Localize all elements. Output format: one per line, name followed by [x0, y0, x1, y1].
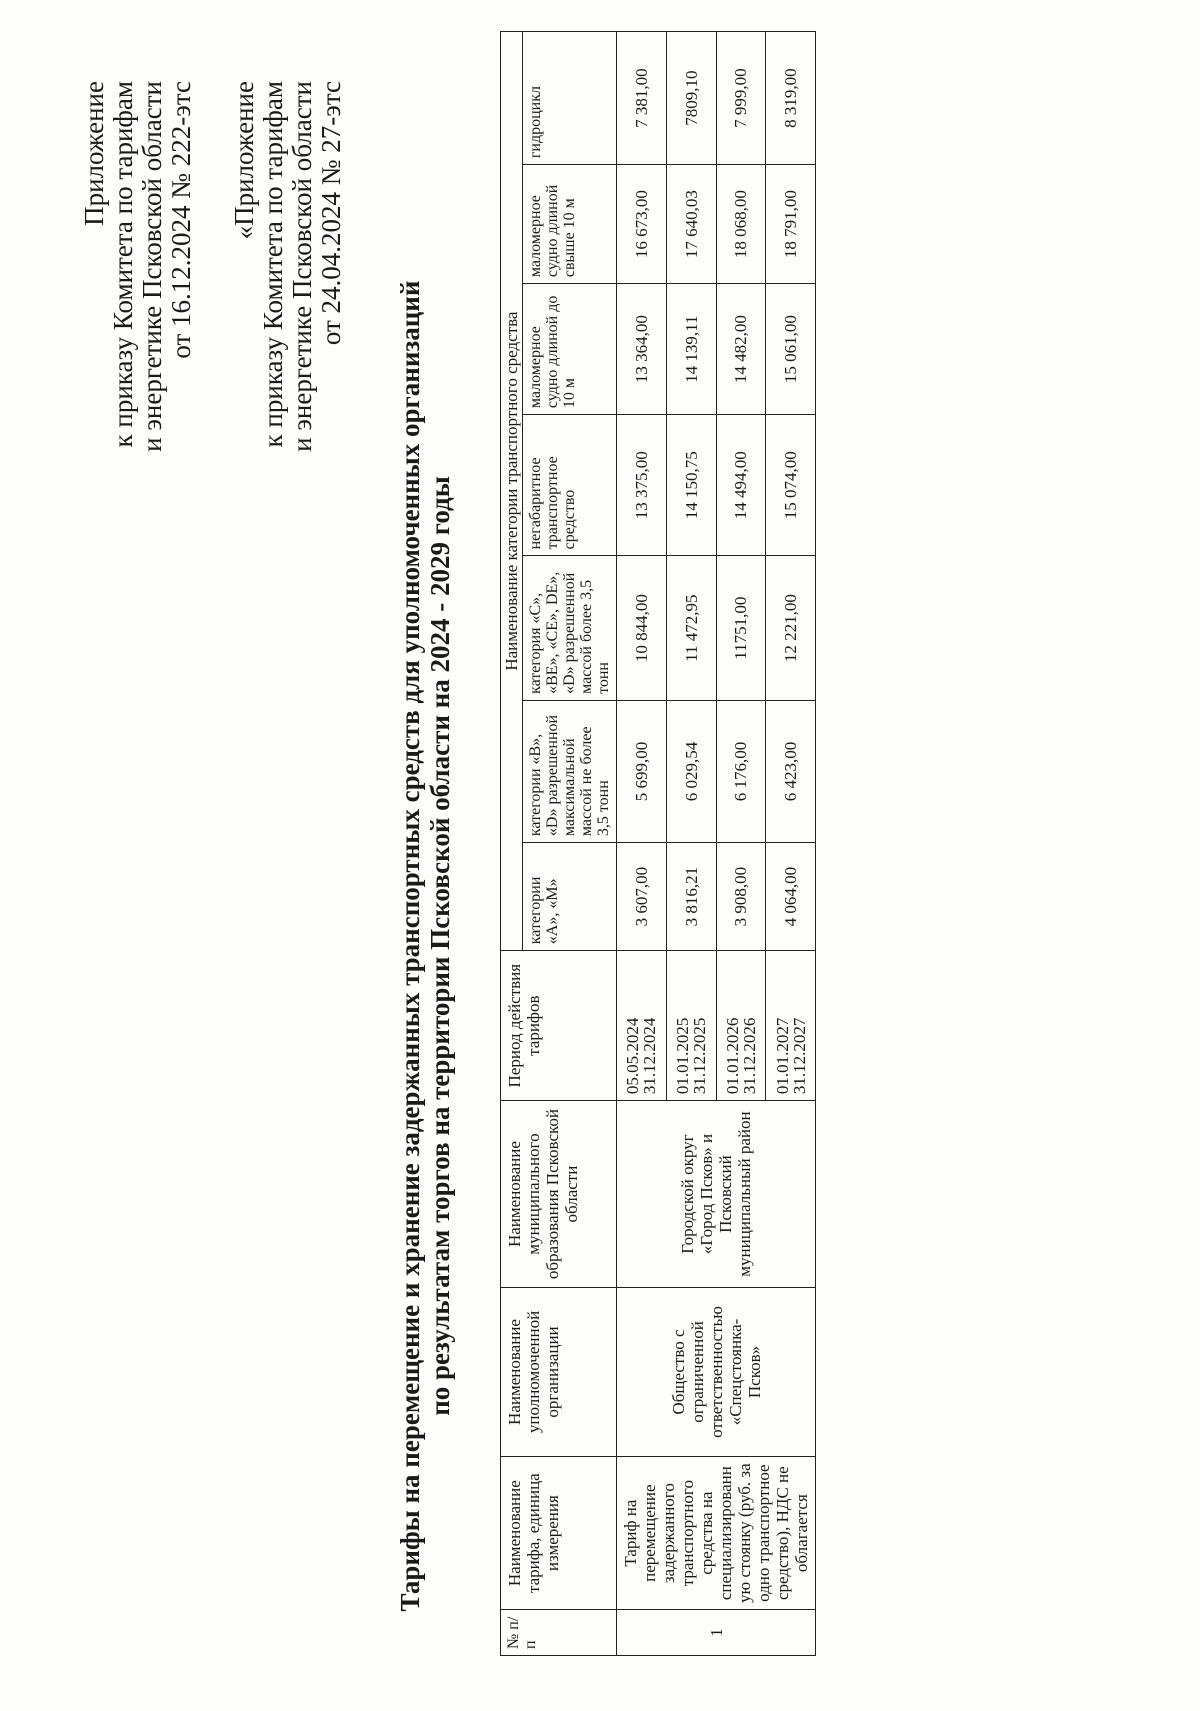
title-line-2: по результатам торгов на территории Псковской области на 2024 - 2029 годы [425, 476, 455, 1416]
value-cell: 6 176,00 [716, 700, 766, 842]
value-cell: 7 999,00 [716, 32, 766, 165]
value-cell: 3 607,00 [617, 843, 667, 951]
header-category: гидроцикл [523, 32, 617, 165]
header-period: Период действия тарифов [501, 951, 617, 1101]
period-cell: 01.01.2026 31.12.2026 [716, 951, 766, 1101]
header-tariff-name: Наименование тарифа, единица измерения [501, 1456, 617, 1609]
appendix-header-current [80, 81, 196, 471]
value-cell: 10 844,00 [617, 556, 667, 701]
value-cell: 3 908,00 [716, 843, 766, 951]
value-cell: 11 472,95 [666, 556, 716, 701]
organization-cell: Общество с ограниченной ответственностью «Спецстоянка-Псков» [617, 1288, 816, 1457]
header-category: категории «А», «М» [523, 843, 617, 951]
header-municipality: Наименование муниципального образования Псковской области [501, 1101, 617, 1288]
document-title [395, 251, 455, 1641]
value-cell: 14 494,00 [716, 415, 766, 556]
tariff-table [500, 31, 816, 1656]
value-cell: 6 029,54 [666, 700, 716, 842]
value-cell: 13 375,00 [617, 415, 667, 556]
header-category-group: Наименование категории транспортного средства [501, 32, 523, 951]
value-cell: 17 640,03 [666, 165, 716, 284]
header-number: № п/п [501, 1610, 617, 1656]
table-row [617, 32, 667, 1656]
period-cell: 01.01.2025 31.12.2025 [666, 951, 716, 1101]
title-line-1: Тарифы на перемещение и хранение задержанных транспортных средств для уполномоченных организаций [395, 280, 425, 1612]
header-organization: Наименование уполномоченной организации [501, 1288, 617, 1457]
appendix-line: и энергетике Псковской области [137, 81, 167, 452]
value-cell: 7809,10 [666, 32, 716, 165]
appendix-line: от 16.12.2024 № 222-этс [166, 81, 196, 359]
value-cell: 7 381,00 [617, 32, 667, 165]
header-category: негабаритное транспортное средство [523, 415, 617, 556]
header-category: категория «С», «ВЕ», «СЕ», DE», «D» разрешенной массой более 3,5 тонн [523, 556, 617, 701]
municipality-cell: Городской округ «Город Псков» и Псковский муниципальный район [617, 1101, 816, 1288]
value-cell: 15 061,00 [766, 284, 816, 415]
value-cell: 11751,00 [716, 556, 766, 701]
value-cell: 12 221,00 [766, 556, 816, 701]
value-cell: 14 482,00 [716, 284, 766, 415]
appendix-line: Приложение [79, 81, 109, 226]
value-cell: 16 673,00 [617, 165, 667, 284]
appendix-line: к приказу Комитета по тарифам [258, 81, 288, 448]
header-category: маломерное судно длиной свыше 10 м [523, 165, 617, 284]
value-cell: 6 423,00 [766, 700, 816, 842]
period-cell: 01.01.2027 31.12.2027 [766, 951, 816, 1101]
appendix-line: к приказу Комитета по тарифам [108, 81, 138, 448]
value-cell: 8 319,00 [766, 32, 816, 165]
appendix-line: «Приложение [229, 81, 259, 240]
appendix-line: от 24.04.2024 № 27-этс [316, 81, 346, 346]
period-cell: 05.05.2024 31.12.2024 [617, 951, 667, 1101]
value-cell: 4 064,00 [766, 843, 816, 951]
value-cell: 3 816,21 [666, 843, 716, 951]
value-cell: 14 150,75 [666, 415, 716, 556]
tariff-name-cell: Тариф на перемещение задержанного транспортного средства на специализированн ую стоянку (руб. за одно транспортное средство), НДС не облагается [617, 1456, 816, 1609]
value-cell: 18 791,00 [766, 165, 816, 284]
value-cell: 13 364,00 [617, 284, 667, 415]
header-category: маломерное судно длиной до 10 м [523, 284, 617, 415]
appendix-line: и энергетике Псковской области [287, 81, 317, 452]
value-cell: 18 068,00 [716, 165, 766, 284]
row-number: 1 [617, 1610, 816, 1656]
appendix-header-prior [230, 81, 346, 481]
header-category: категории «В», «D» разрешенной максимальной массой не более 3,5 тонн [523, 700, 617, 842]
value-cell: 5 699,00 [617, 700, 667, 842]
value-cell: 14 139,11 [666, 284, 716, 415]
value-cell: 15 074,00 [766, 415, 816, 556]
